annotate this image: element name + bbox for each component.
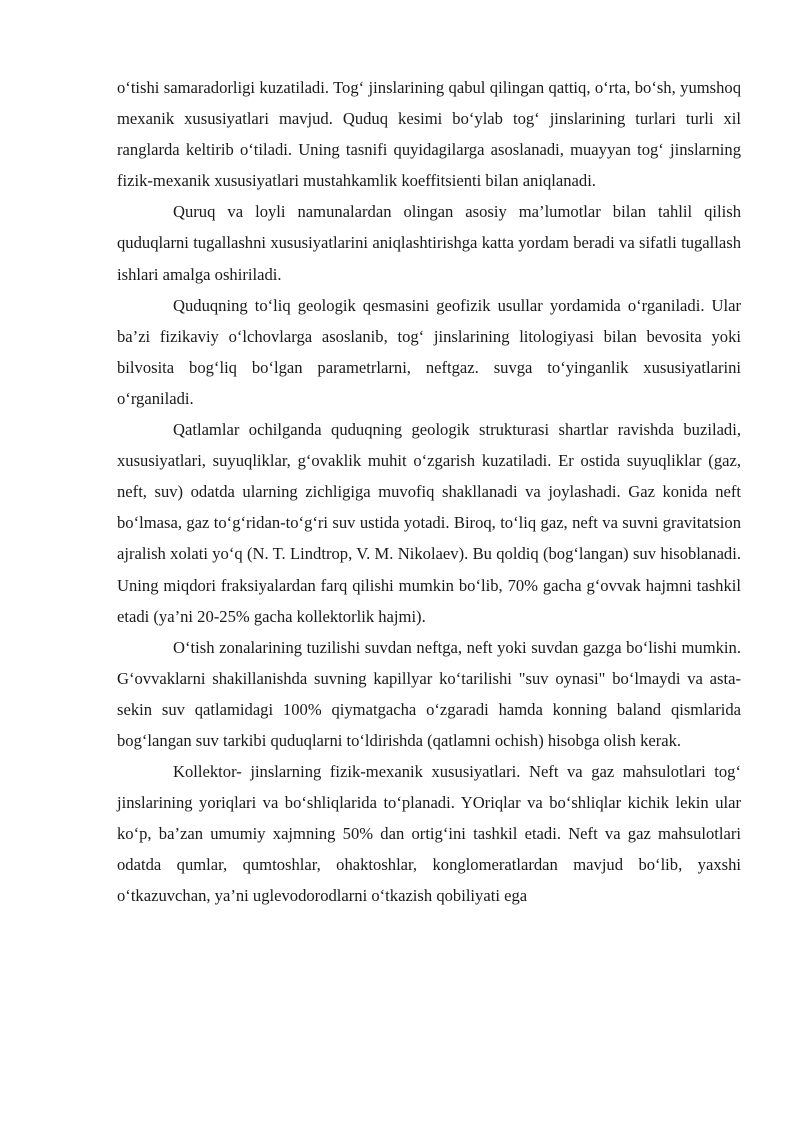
paragraph: o‘tishi samaradorligi kuzatiladi. Tog‘ jinslarining qabul qilingan qattiq, o‘rta, bo‘sh, yumshoq mexanik xususiyatlari mavjud. Quduq kesimi bo‘ylab tog‘ jinslarining turlari turli xil ranglarda keltirib o‘tiladi. Uning tasnifi quyidagilarga asoslanadi, muayyan tog‘ jinslarning fizik-mexanik xususiyatlari mustahkamlik koeffitsienti bilan aniqlanadi. bbox=[117, 78, 741, 191]
paragraph: O‘tish zonalarining tuzilishi suvdan neftga, neft yoki suvdan gazga bo‘lishi mumkin. G‘ovvaklarni shakillanishda suvning kapillyar ko‘tarilishi "suv oynasi" bo‘lmaydi va asta-sekin suv qatlamidagi 100% qiymatgacha o‘zgaradi hamda konning baland qismlarida bog‘langan suv tarkibi quduqlarni to‘ldirishda (qatlamni ochish) hisobga olish kerak. bbox=[117, 637, 741, 750]
paragraph: Quruq va loyli namunalardan olingan asosiy ma’lumotlar bilan tahlil qilish quduqlarni tugallashni xususiyatlarini aniqlashtirishga katta yordam beradi va sifatli tugallash ishlari amalga oshiriladi. bbox=[117, 202, 741, 284]
document-body bbox=[117, 72, 741, 912]
paragraph: Quduqning to‘liq geologik qesmasini geofizik usullar yordamida o‘rganiladi. Ular ba’zi fizikaviy o‘lchovlarga asoslanib, tog‘ jinslarining litologiyasi bilan bevosita yoki bilvosita bog‘liq bo‘lgan parametrlarni, neftgaz. suvga to‘yinganlik xususiyatlarini o‘rganiladi. bbox=[117, 295, 741, 408]
paragraph: Qatlamlar ochilganda quduqning geologik strukturasi shartlar ravishda buziladi, xususiyatlari, suyuqliklar, g‘ovaklik muhit o‘zgarish kuzatiladi. Er ostida suyuqliklar (gaz, neft, suv) odatda ularning zichligiga muvofiq shakllanadi va joylashadi. Gaz konida neft bo‘lmasa, gaz to‘g‘ridan-to‘g‘ri suv ustida yotadi. Biroq, to‘liq gaz, neft va suvni gravitatsion ajralish xolati yo‘q (N. T. Lindtrop, V. M. Nikolaev). Bu qoldiq (bog‘langan) suv hisoblanadi. Uning miqdori fraksiyalardan farq qilishi mumkin bo‘lib, 70% gacha g‘ovvak hajmni tashkil etadi (ya’ni 20-25% gacha kollektorlik hajmi). bbox=[117, 420, 741, 626]
paragraph: Kollektor- jinslarning fizik-mexanik xususiyatlari. Neft va gaz mahsulotlari tog‘ jinslarining yoriqlari va bo‘shliqlarida to‘planadi. YOriqlar va bo‘shliqlar kichik lekin ular ko‘p, ba’zan umumiy xajmning 50% dan ortig‘ini tashkil etadi. Neft va gaz mahsulotlari odatda qumlar, qumtoshlar, ohaktoshlar, konglomeratlardan mavjud bo‘lib, yaxshi o‘tkazuvchan, ya’ni uglevodorodlarni o‘tkazish qobiliyati ega bbox=[117, 762, 741, 906]
